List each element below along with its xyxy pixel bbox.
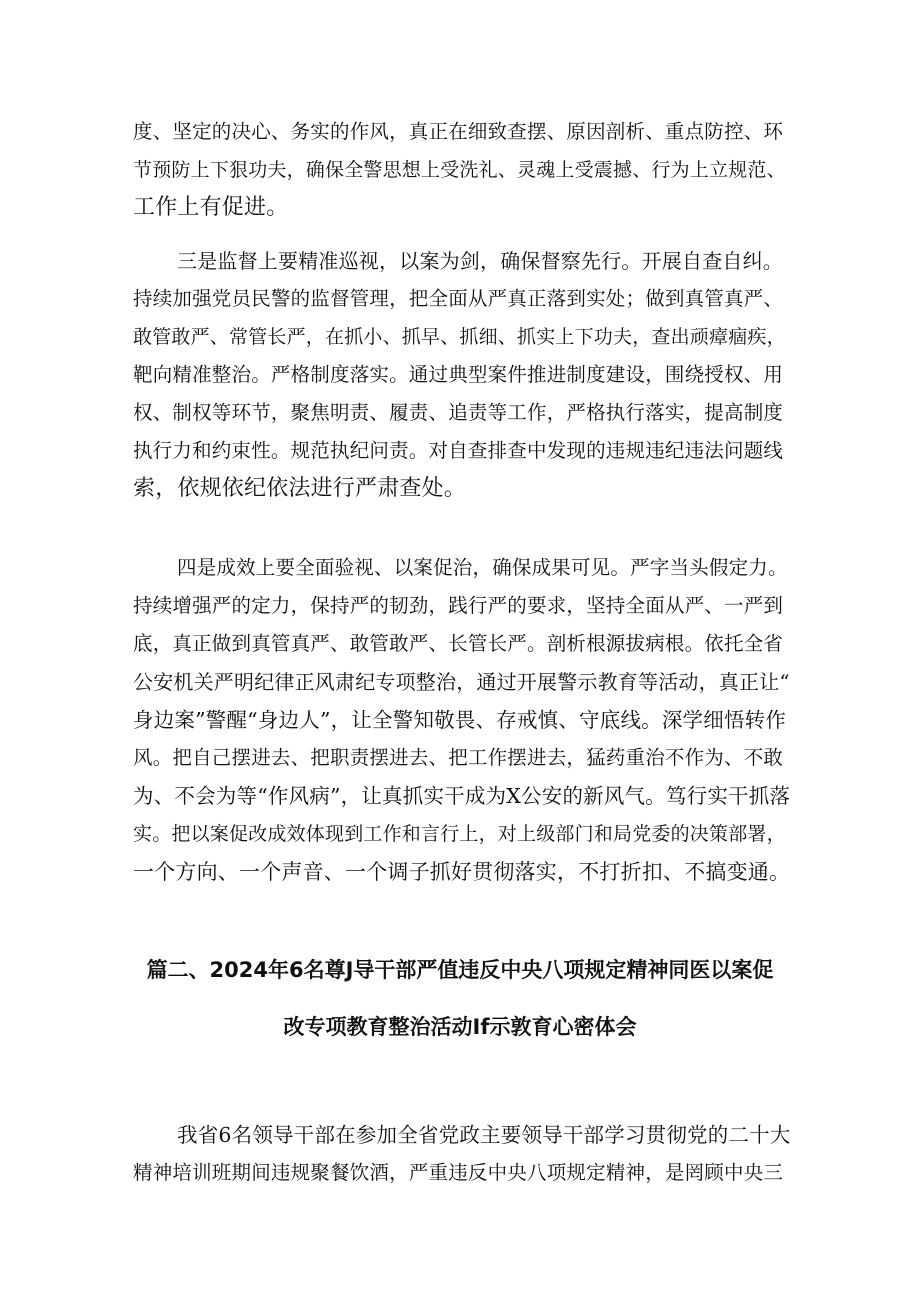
text-line: 靶向精准整治。严格制度落实。通过典型案件推进制度建设，围绕授权、用 (133, 363, 784, 386)
text-line: 实。把以案促改成效体现到工作和言行上，对上级部门和局党委的决策部署， (133, 823, 786, 845)
paragraph-four (133, 549, 797, 891)
text-line: 三是监督上要精准巡视，以案为剑，确保督察先行。开展自查自纠。 (177, 249, 783, 273)
text-line: 度、坚定的决心、务实的作风，真正在细致查摆、原因剖析、重点防控、环 (133, 120, 784, 143)
text-line: 执行力和约束性。规范执纪问责。对自查排查中发现的违规违纪违法问题线 (133, 439, 784, 462)
text-line: 一个方向、一个声音、一个调子抓好贯彻落实，不打折扣、不搞变通。 (133, 860, 791, 884)
section-heading (100, 955, 820, 985)
text-line: 底，真正做到真管真严、敢管敢严、长管长严。剖析根源拔病根。依托全省 (133, 632, 784, 655)
heading-line-1: 篇二、2024年6名尊J导干部严值违反中央八项规定精神同医以案促 (146, 958, 774, 982)
paragraph-continuation (133, 113, 797, 227)
text-line: 持续加强党员民警的监督管理，把全面从严真正落到实处；做到真管真严、 (133, 287, 784, 310)
text-line: 节预防上下狠功夫，确保全警思想上受洗礼、灵魂上受震撼、行为上立规范、 (133, 159, 786, 181)
text-line: 公安机关严明纪律正风肃纪专项整治，通过开展警示教育等活动，真正让“ (133, 670, 790, 694)
text-line: 索，依规依纪依法进行严肃查处。 (133, 476, 467, 501)
paragraph-five (133, 1116, 797, 1192)
text-line: 我省6名领导干部在参加全省党政主要领导干部学习贯彻党的二十大 (177, 1123, 791, 1147)
text-line: 精神培训班期间违规聚餐饮酒，严重违反中央八项规定精神，是罔顾中央三 (133, 1161, 784, 1184)
text-line: 敢管敢严、常管长严，在抓小、抓早、抓细、抓实上下功夫，查出顽瘴痼疾， (133, 326, 786, 348)
section-heading-continued (100, 1012, 820, 1042)
text-line: 风。把自己摆进去、把职责摆进去、把工作摆进去，猛药重治不作为、不敢 (133, 746, 784, 769)
paragraph-three (133, 242, 797, 508)
text-line: 四是成效上要全面验视、以案促治，确保成果可见。严字当头假定力。 (177, 556, 788, 579)
text-line: 为、不会为等“作风病”，让真抓实干成为X公安的新风气。笃行实干抓落 (133, 784, 791, 808)
text-line: 权、制权等环节，聚焦明责、履责、追责等工作，严格执行落实，提高制度 (133, 401, 784, 424)
text-line: 持续增强严的定力，保持严的韧劲，践行严的要求，坚持全面从严、一严到 (133, 594, 784, 617)
text-line: 身边案”警醒“身边人”，让全警知敬畏、存戒慎、守底线。深学细悟转作 (133, 708, 787, 732)
heading-line-2: 改专项教育整治活动If示敦育心密体会 (283, 1015, 637, 1039)
text-line: 工作上有促进。 (133, 195, 289, 220)
